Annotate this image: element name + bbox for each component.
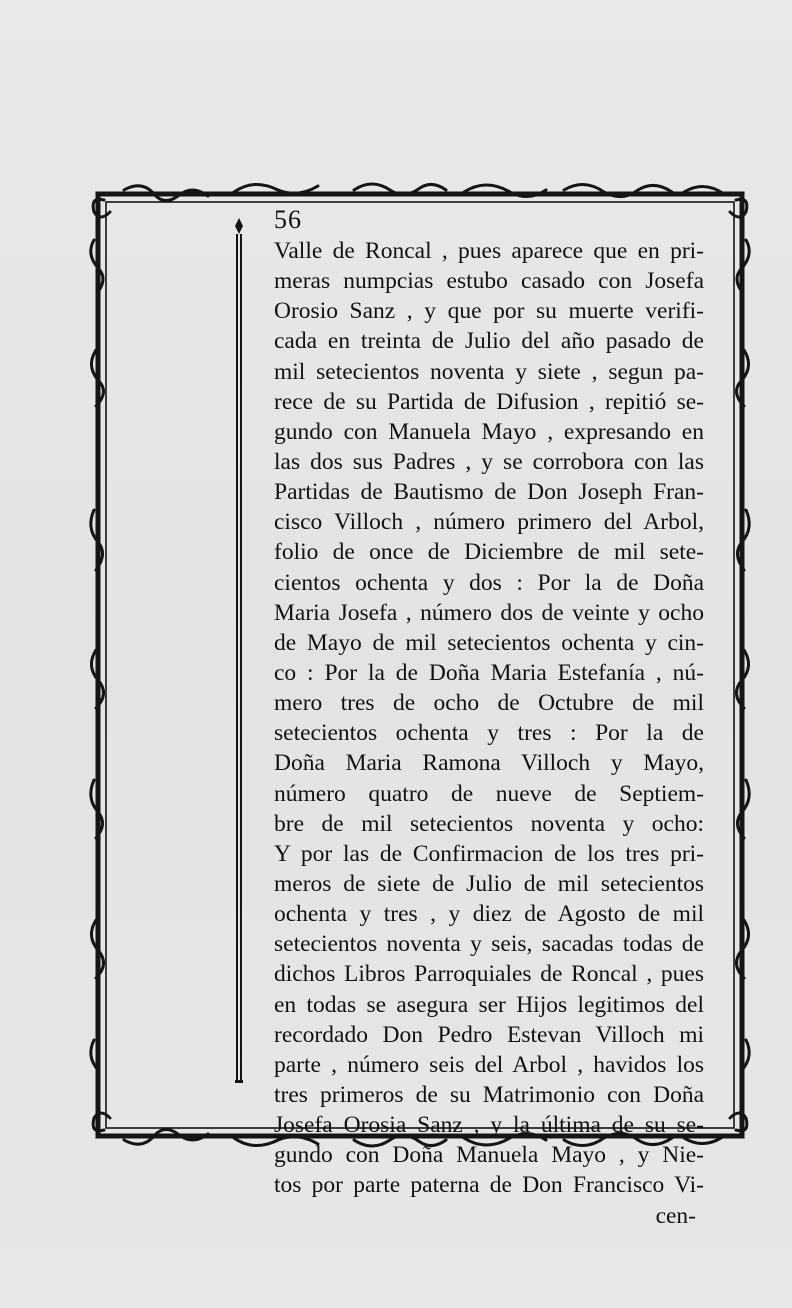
text-line: tres primeros de su Matrimonio con Doña	[274, 1081, 704, 1108]
text-line: gundo con Doña Manuela Mayo , y Nie-	[274, 1142, 704, 1169]
text-line: Partidas de Bautismo de Don Joseph Fran-	[274, 479, 704, 506]
text-line: Josefa Orosia Sanz , y la última de su se-	[274, 1112, 704, 1139]
page-number: 56	[274, 205, 302, 234]
text-line: mero tres de ocho de Octubre de mil	[274, 690, 704, 717]
text-line: setecientos ochenta y tres : Por la de	[274, 720, 704, 747]
text-block	[274, 206, 704, 1231]
text-line: Orosio Sanz , y que por su muerte verifi-	[274, 298, 704, 325]
text-line: cada en treinta de Julio del año pasado de	[274, 328, 704, 355]
catchword: cen-	[655, 1202, 696, 1229]
text-line: tos por parte paterna de Don Francisco Vi-	[274, 1172, 704, 1199]
text-line: Maria Josefa , número dos de veinte y ocho	[274, 599, 704, 626]
text-lines	[274, 236, 704, 1231]
text-line: Valle de Roncal , pues aparece que en pri-	[274, 238, 704, 264]
text-line: meros de siete de Julio de mil setecientos	[274, 870, 704, 897]
text-line: meras numpcias estubo casado con Josefa	[274, 268, 704, 295]
text-line: folio de once de Diciembre de mil sete-	[274, 539, 704, 566]
text-line: número quatro de nueve de Septiem-	[274, 780, 704, 807]
text-line: co : Por la de Doña Maria Estefanía , nú-	[274, 659, 704, 686]
text-line: en todas se asegura ser Hijos legitimos del	[274, 991, 704, 1018]
text-line: mil setecientos noventa y siete , segun pa-	[274, 358, 704, 385]
text-line: cientos ochenta y dos : Por la de Doña	[274, 569, 704, 596]
column-rule	[234, 218, 244, 1098]
text-line: ochenta y tres , y diez de Agosto de mil	[274, 901, 704, 928]
text-line: cisco Villoch , número primero del Arbol,	[274, 509, 704, 536]
ornamental-frame	[84, 180, 756, 1229]
text-line: gundo con Manuela Mayo , expresando en	[274, 418, 704, 445]
text-line: bre de mil setecientos noventa y ocho:	[274, 810, 704, 837]
text-line: dichos Libros Parroquiales de Roncal , pues	[274, 961, 704, 988]
text-line: rece de su Partida de Difusion , repitió se-	[274, 388, 704, 415]
text-line: de Mayo de mil setecientos ochenta y cin-	[274, 629, 704, 656]
text-line: las dos sus Padres , y se corrobora con las	[274, 448, 704, 475]
text-line: Doña Maria Ramona Villoch y Mayo,	[274, 750, 704, 777]
text-line: Y por las de Confirmacion de los tres pri-	[274, 840, 704, 867]
text-line: setecientos noventa y seis, sacadas todas de	[274, 931, 704, 958]
text-line: parte , número seis del Arbol , havidos los	[274, 1051, 704, 1078]
text-line: recordado Don Pedro Estevan Villoch mi	[274, 1021, 704, 1048]
